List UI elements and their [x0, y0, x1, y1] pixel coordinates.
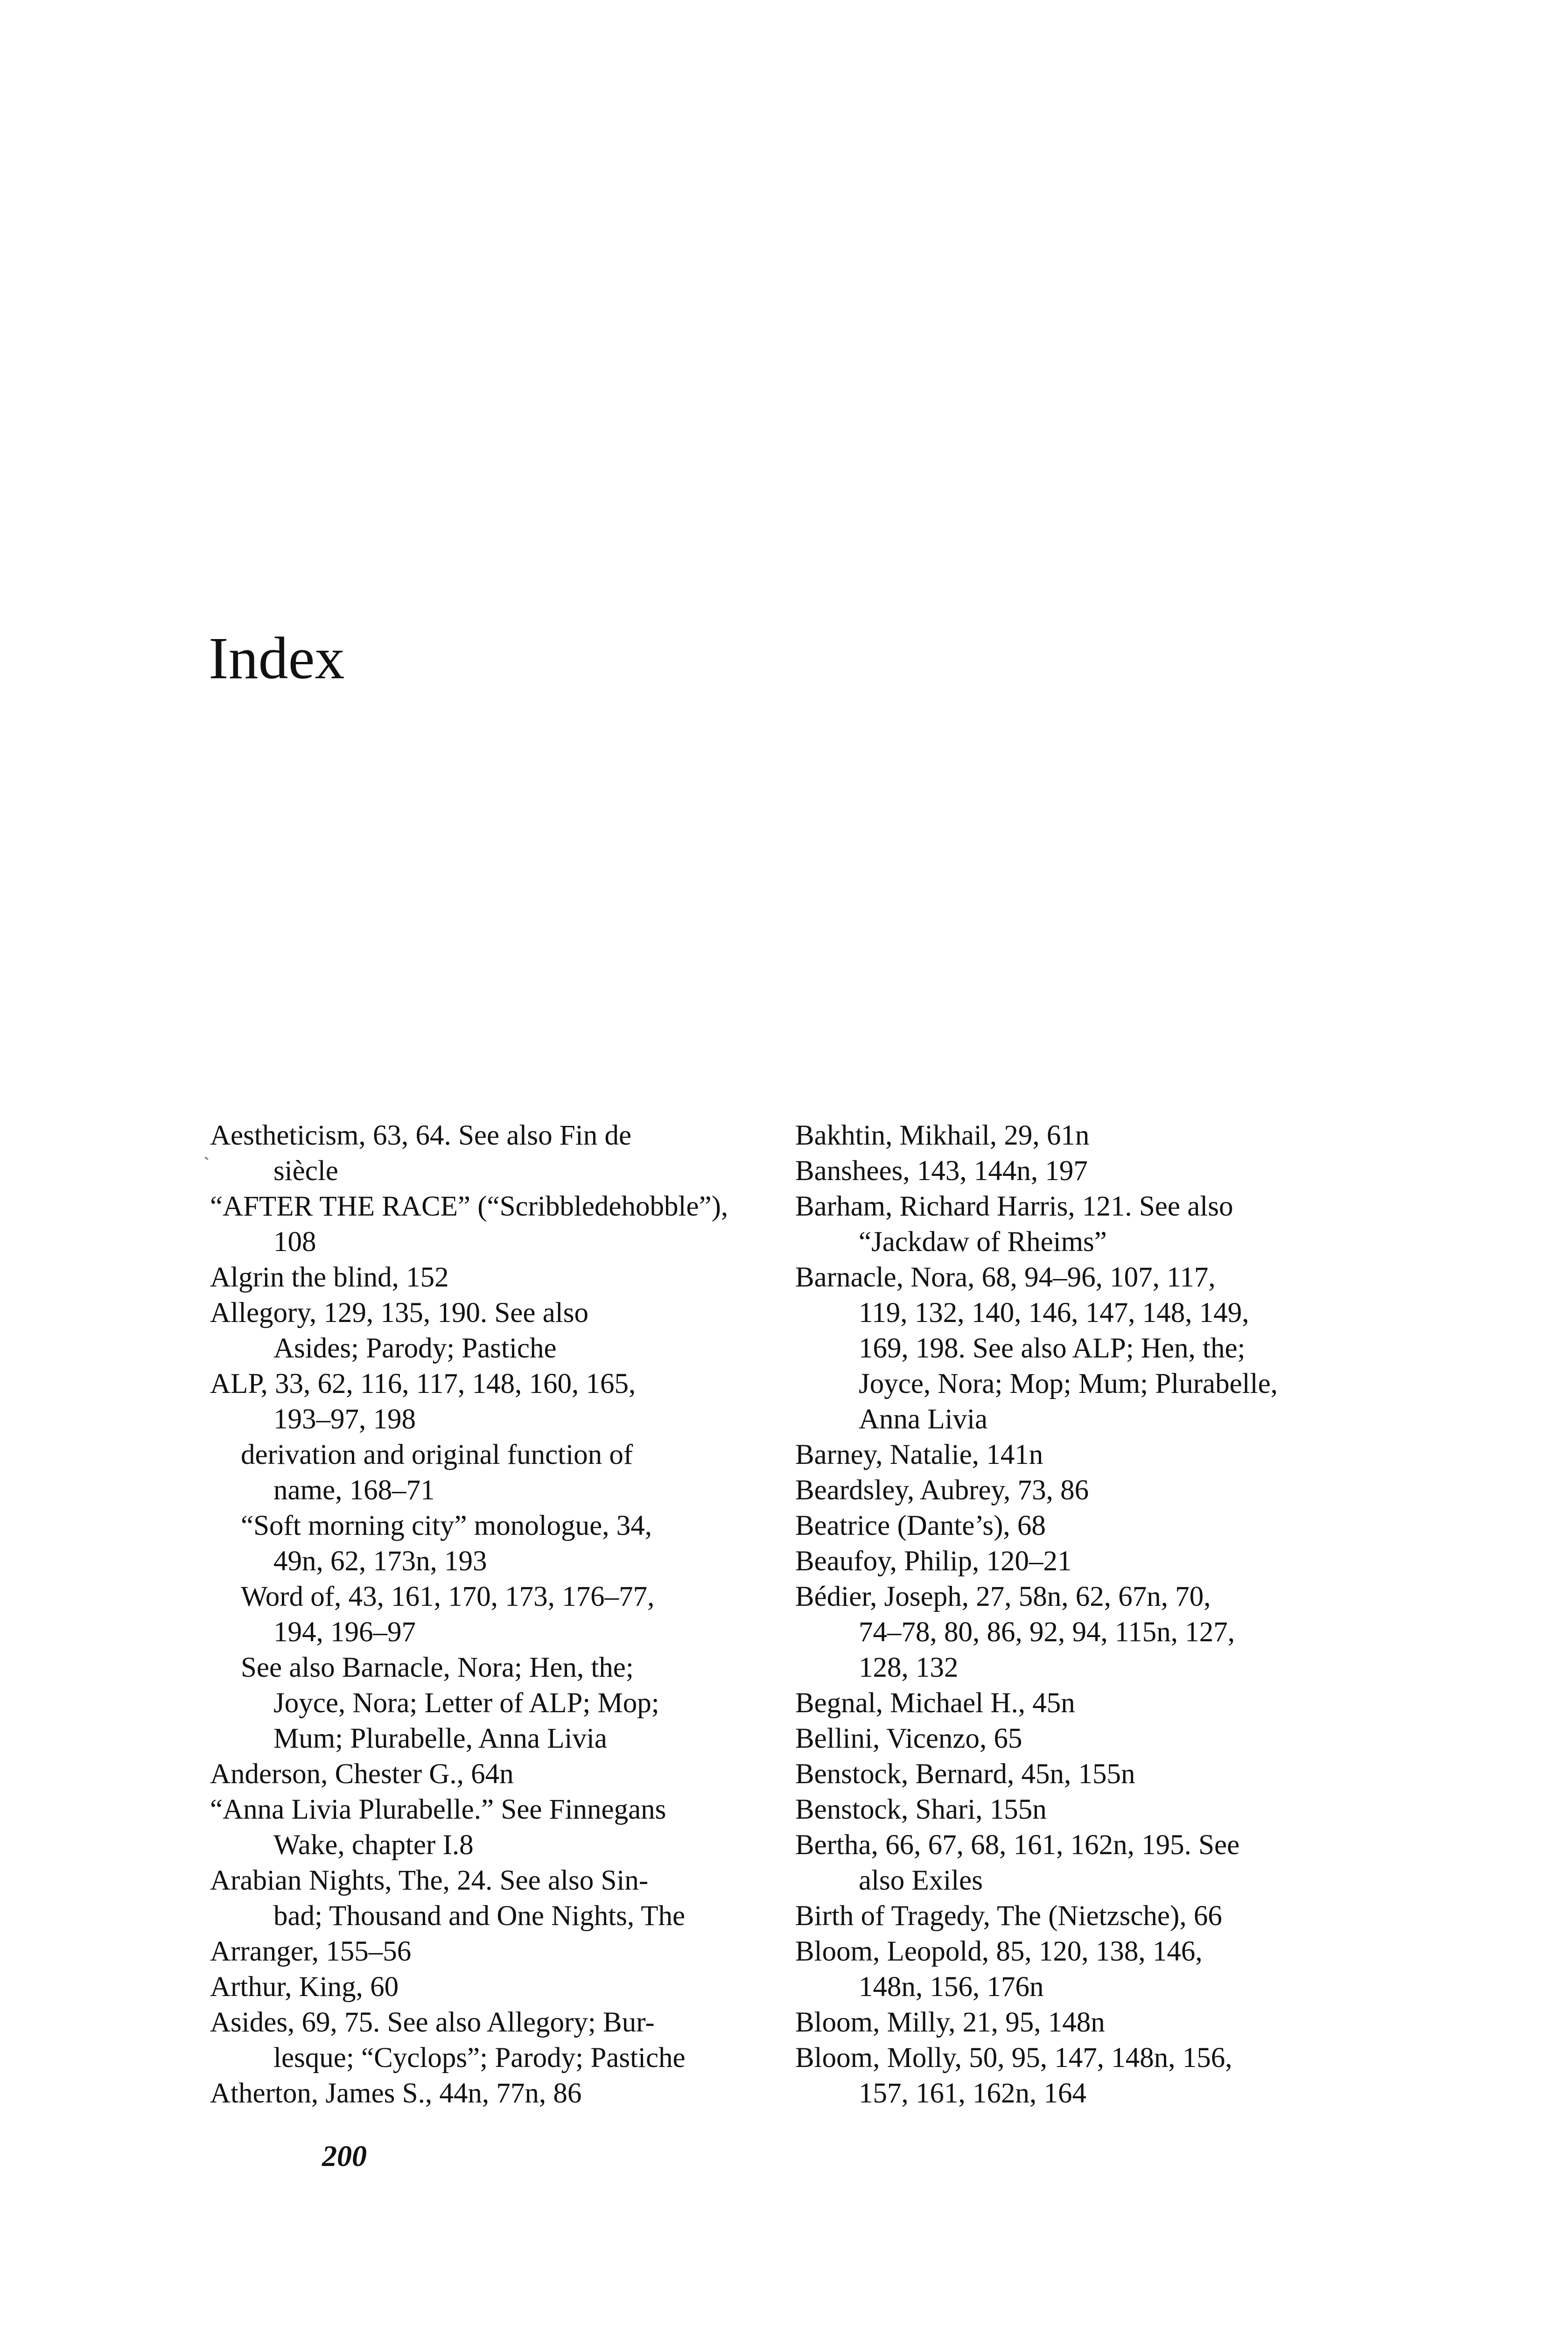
index-entry-line: bad; Thousand and One Nights, The: [273, 1900, 686, 1932]
index-entry-line: Barham, Richard Harris, 121. See also: [795, 1191, 1233, 1222]
index-entry-line: derivation and original function of: [241, 1439, 633, 1470]
index-entry-line: 193–97, 198: [273, 1404, 416, 1435]
index-entry-line: 119, 132, 140, 146, 147, 148, 149,: [859, 1297, 1249, 1329]
index-entry-line: Beaufoy, Philip, 120–21: [795, 1546, 1072, 1577]
index-entry-line: Algrin the blind, 152: [210, 1262, 449, 1293]
index-entry-line: ALP, 33, 62, 116, 117, 148, 160, 165,: [210, 1368, 636, 1399]
stray-mark: `: [203, 1153, 210, 1174]
index-entry-line: 74–78, 80, 86, 92, 94, 115n, 127,: [859, 1617, 1235, 1648]
index-entry-line: Joyce, Nora; Mop; Mum; Plurabelle,: [859, 1368, 1278, 1399]
index-entry-line: 169, 198. See also ALP; Hen, the;: [859, 1333, 1246, 1364]
index-entry-line: “Soft morning city” monologue, 34,: [241, 1510, 652, 1541]
index-entry-line: Atherton, James S., 44n, 77n, 86: [210, 2078, 582, 2109]
index-entry-line: 157, 161, 162n, 164: [859, 2078, 1086, 2109]
index-entry-line: Mum; Plurabelle, Anna Livia: [273, 1723, 607, 1754]
index-entry-line: Barnacle, Nora, 68, 94–96, 107, 117,: [795, 1262, 1216, 1293]
index-entry-line: Arabian Nights, The, 24. See also Sin-: [210, 1865, 649, 1896]
index-entry-line: Barney, Natalie, 141n: [795, 1439, 1043, 1470]
index-column-right: [795, 1118, 1360, 2111]
index-entry-line: 128, 132: [859, 1652, 959, 1683]
index-entry-line: “Jackdaw of Rheims”: [859, 1226, 1107, 1258]
index-entry-line: Beatrice (Dante’s), 68: [795, 1510, 1046, 1541]
index-entry-line: Word of, 43, 161, 170, 173, 176–77,: [241, 1581, 655, 1612]
index-entry-line: 148n, 156, 176n: [859, 1971, 1044, 2003]
index-entry-line: Bakhtin, Mikhail, 29, 61n: [795, 1120, 1090, 1151]
index-entry-line: Bellini, Vicenzo, 65: [795, 1723, 1022, 1754]
index-entry-line: lesque; “Cyclops”; Parody; Pastiche: [273, 2042, 686, 2074]
index-entry-line: See also Barnacle, Nora; Hen, the;: [241, 1652, 634, 1683]
index-entry-line: Allegory, 129, 135, 190. See also: [210, 1297, 588, 1329]
index-entry-line: Bloom, Leopold, 85, 120, 138, 146,: [795, 1936, 1203, 1967]
index-entry-line: Benstock, Bernard, 45n, 155n: [795, 1758, 1135, 1790]
page-number: 200: [322, 2139, 367, 2172]
index-entry-line: Bloom, Molly, 50, 95, 147, 148n, 156,: [795, 2042, 1232, 2074]
index-entry-line: Asides, 69, 75. See also Allegory; Bur-: [210, 2007, 655, 2038]
index-entry-line: Arranger, 155–56: [210, 1936, 412, 1967]
page-title: Index: [209, 625, 345, 691]
index-entry-line: Benstock, Shari, 155n: [795, 1794, 1047, 1825]
index-entry-line: Birth of Tragedy, The (Nietzsche), 66: [795, 1900, 1222, 1932]
index-entry-line: Arthur, King, 60: [210, 1971, 399, 2003]
index-entry-line: Anderson, Chester G., 64n: [210, 1758, 514, 1790]
index-entry-line: Bédier, Joseph, 27, 58n, 62, 67n, 70,: [795, 1581, 1211, 1612]
index-entry-line: Bloom, Milly, 21, 95, 148n: [795, 2007, 1105, 2038]
index-entry-line: “Anna Livia Plurabelle.” See Finnegans: [210, 1794, 666, 1825]
index-entry-line: Beardsley, Aubrey, 73, 86: [795, 1475, 1089, 1506]
index-entry-line: name, 168–71: [273, 1475, 435, 1506]
index-entry-line: Begnal, Michael H., 45n: [795, 1687, 1075, 1719]
index-entry-line: Joyce, Nora; Letter of ALP; Mop;: [273, 1687, 659, 1719]
index-entry-line: Wake, chapter I.8: [273, 1829, 474, 1861]
index-entry-line: Bertha, 66, 67, 68, 161, 162n, 195. See: [795, 1829, 1240, 1861]
index-entry-line: 108: [273, 1226, 316, 1258]
index-entry-line: 49n, 62, 173n, 193: [273, 1546, 487, 1577]
index-entry-line: Banshees, 143, 144n, 197: [795, 1155, 1088, 1187]
index-entry-line: Asides; Parody; Pastiche: [273, 1333, 557, 1364]
index-entry-line: siècle: [273, 1155, 338, 1187]
index-entry-line: also Exiles: [859, 1865, 983, 1896]
index-entry-line: Anna Livia: [859, 1404, 988, 1435]
index-entry-line: Aestheticism, 63, 64. See also Fin de: [210, 1120, 632, 1151]
index-entry-line: “AFTER THE RACE” (“Scribbledehobble”),: [210, 1191, 728, 1222]
index-entry-line: 194, 196–97: [273, 1617, 416, 1648]
index-column-left: [210, 1118, 761, 2111]
